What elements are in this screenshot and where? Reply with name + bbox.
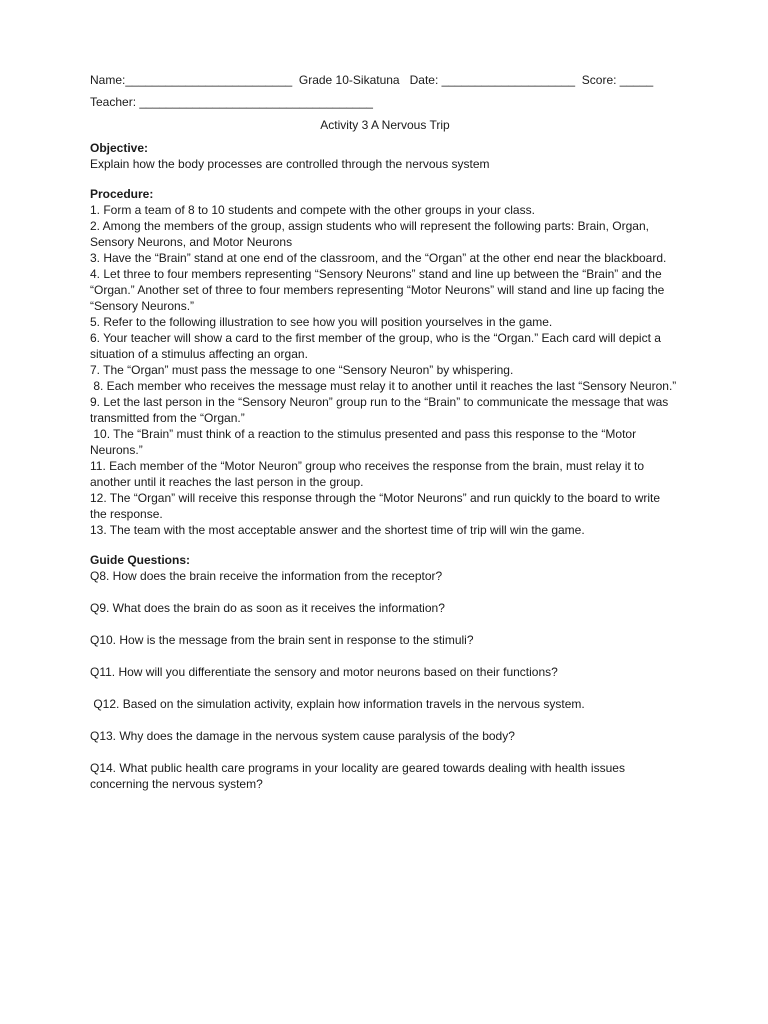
guide-question: Q11. How will you differentiate the sensory and motor neurons based on their functions? xyxy=(90,665,558,679)
guide-question: Q13. Why does the damage in the nervous system cause paralysis of the body? xyxy=(90,729,515,743)
procedure-label: Procedure: xyxy=(90,187,154,201)
guide-question: Q9. What does the brain do as soon as it receives the information? xyxy=(90,601,445,615)
procedure-step: 2. Among the members of the group, assign students who will represent the following parts: Brain, Organ, Sensory Neurons, and Motor Neurons xyxy=(90,219,649,249)
procedure-step: 5. Refer to the following illustration to see how you will position yourselves in the game. xyxy=(90,315,553,329)
date-field: Date: ____________________ xyxy=(409,73,582,87)
objective-label: Objective: xyxy=(90,141,149,155)
score-field: Score: _____ xyxy=(581,73,654,87)
procedure-step: 9. Let the last person in the “Sensory Neuron” group run to the “Brain” to communicate the message that was transmitted from the “Organ.” xyxy=(90,395,669,425)
procedure-step: 4. Let three to four members representing “Sensory Neurons” stand and line up between the “Brain” and the “Organ.” Another set of three to four members representing “Motor Neurons” will stand and line up facing the “Sensory Neurons.” xyxy=(90,267,665,313)
name-field: Name:_________________________ xyxy=(90,73,293,87)
procedure-step: 13. The team with the most acceptable answer and the shortest time of trip will win the game. xyxy=(90,523,585,537)
procedure-step: 3. Have the “Brain” stand at one end of the classroom, and the “Organ” at the other end near the blackboard. xyxy=(90,251,667,265)
procedure-step: 6. Your teacher will show a card to the first member of the group, who is the “Organ.” Each card will depict a situation of a stimulus affecting an organ. xyxy=(90,331,661,361)
teacher-field: Teacher: ___________________________________ xyxy=(90,95,373,109)
procedure-step: 12. The “Organ” will receive this response through the “Motor Neurons” and run quickly to the board to write the response. xyxy=(90,491,661,521)
guide-question: Q14. What public health care programs in your locality are geared towards dealing with health issues concerning the nervous system? xyxy=(90,761,625,791)
objective-text: Explain how the body processes are controlled through the nervous system xyxy=(90,157,490,171)
header-row xyxy=(90,72,680,88)
guide-questions-label: Guide Questions: xyxy=(90,553,191,567)
procedure-step: 8. Each member who receives the message must relay it to another until it reaches the last “Sensory Neuron.” xyxy=(90,379,677,393)
procedure-step: 10. The “Brain” must think of a reaction to the stimulus presented and pass this response to the “Motor Neurons.” xyxy=(90,427,640,457)
procedure-step: 11. Each member of the “Motor Neuron” group who receives the response from the brain, must relay it to another until it reaches the last person in the group. xyxy=(90,459,645,489)
grade-label: Grade 10-Sikatuna xyxy=(292,73,410,87)
procedure-step: 1. Form a team of 8 to 10 students and compete with the other groups in your class. xyxy=(90,203,535,217)
procedure-step: 7. The “Organ” must pass the message to one “Sensory Neuron” by whispering. xyxy=(90,363,514,377)
guide-question: Q10. How is the message from the brain sent in response to the stimuli? xyxy=(90,633,474,647)
activity-title: Activity 3 A Nervous Trip xyxy=(320,118,450,132)
guide-question: Q12. Based on the simulation activity, explain how information travels in the nervous system. xyxy=(90,697,585,711)
guide-question: Q8. How does the brain receive the information from the receptor? xyxy=(90,569,443,583)
worksheet-page xyxy=(90,72,680,792)
